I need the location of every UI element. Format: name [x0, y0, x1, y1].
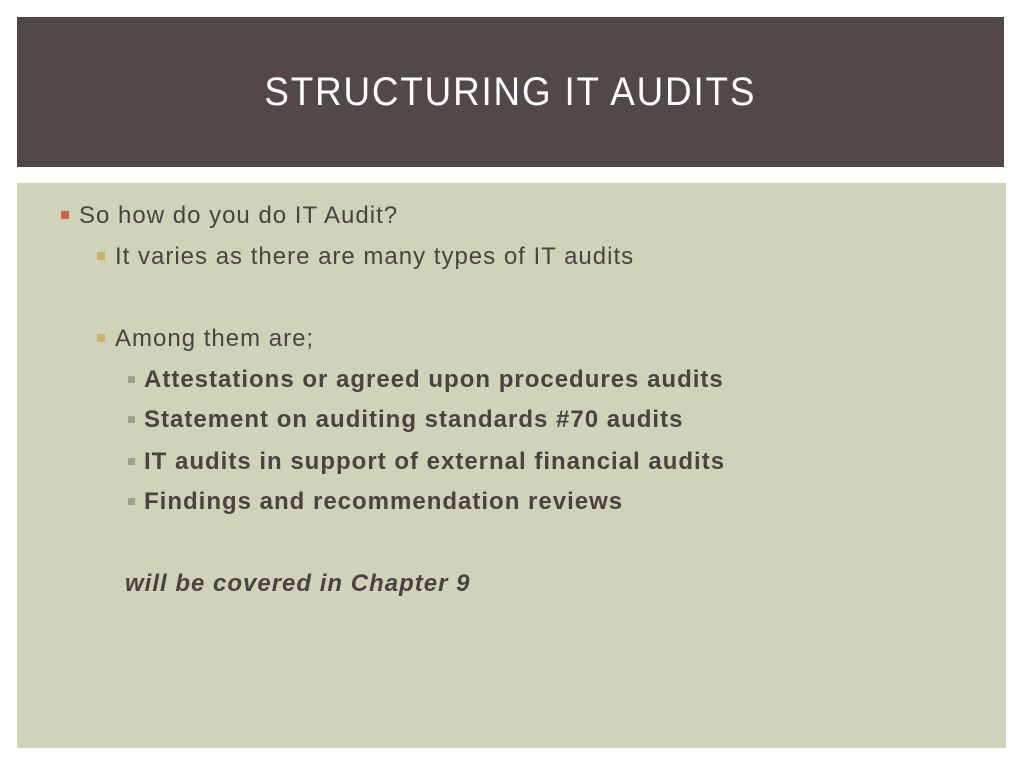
title-bar [17, 17, 1004, 167]
bullet-item-level2 [97, 324, 314, 354]
bullet-item-level3 [128, 405, 683, 435]
bullet-item-level3 [128, 447, 725, 477]
square-bullet-icon [128, 498, 135, 505]
bullet-text: Findings and recommendation reviews [144, 488, 624, 515]
bullet-item-level3 [128, 487, 623, 517]
square-bullet-icon [97, 334, 105, 342]
bullet-text: Statement on auditing standards #70 audits [144, 406, 684, 433]
bullet-text: IT audits in support of external financial audits [144, 448, 726, 475]
chapter-note: will be covered in Chapter 9 [125, 570, 471, 597]
bullet-text: So how do you do IT Audit? [79, 202, 399, 229]
square-bullet-icon [128, 458, 135, 465]
square-bullet-icon [128, 376, 135, 383]
bullet-text: Among them are; [115, 325, 315, 352]
square-bullet-icon [128, 416, 135, 423]
bullet-text: Attestations or agreed upon procedures audits [144, 366, 724, 393]
bullet-item-level1 [61, 201, 398, 231]
bullet-item-level2 [97, 242, 634, 272]
bullet-item-level3 [128, 365, 724, 395]
square-bullet-icon [97, 252, 105, 260]
slide-title: STRUCTURING IT AUDITS [264, 69, 757, 114]
content-area [17, 183, 1006, 748]
bullet-text: It varies as there are many types of IT audits [115, 243, 635, 270]
square-bullet-icon [61, 211, 69, 219]
